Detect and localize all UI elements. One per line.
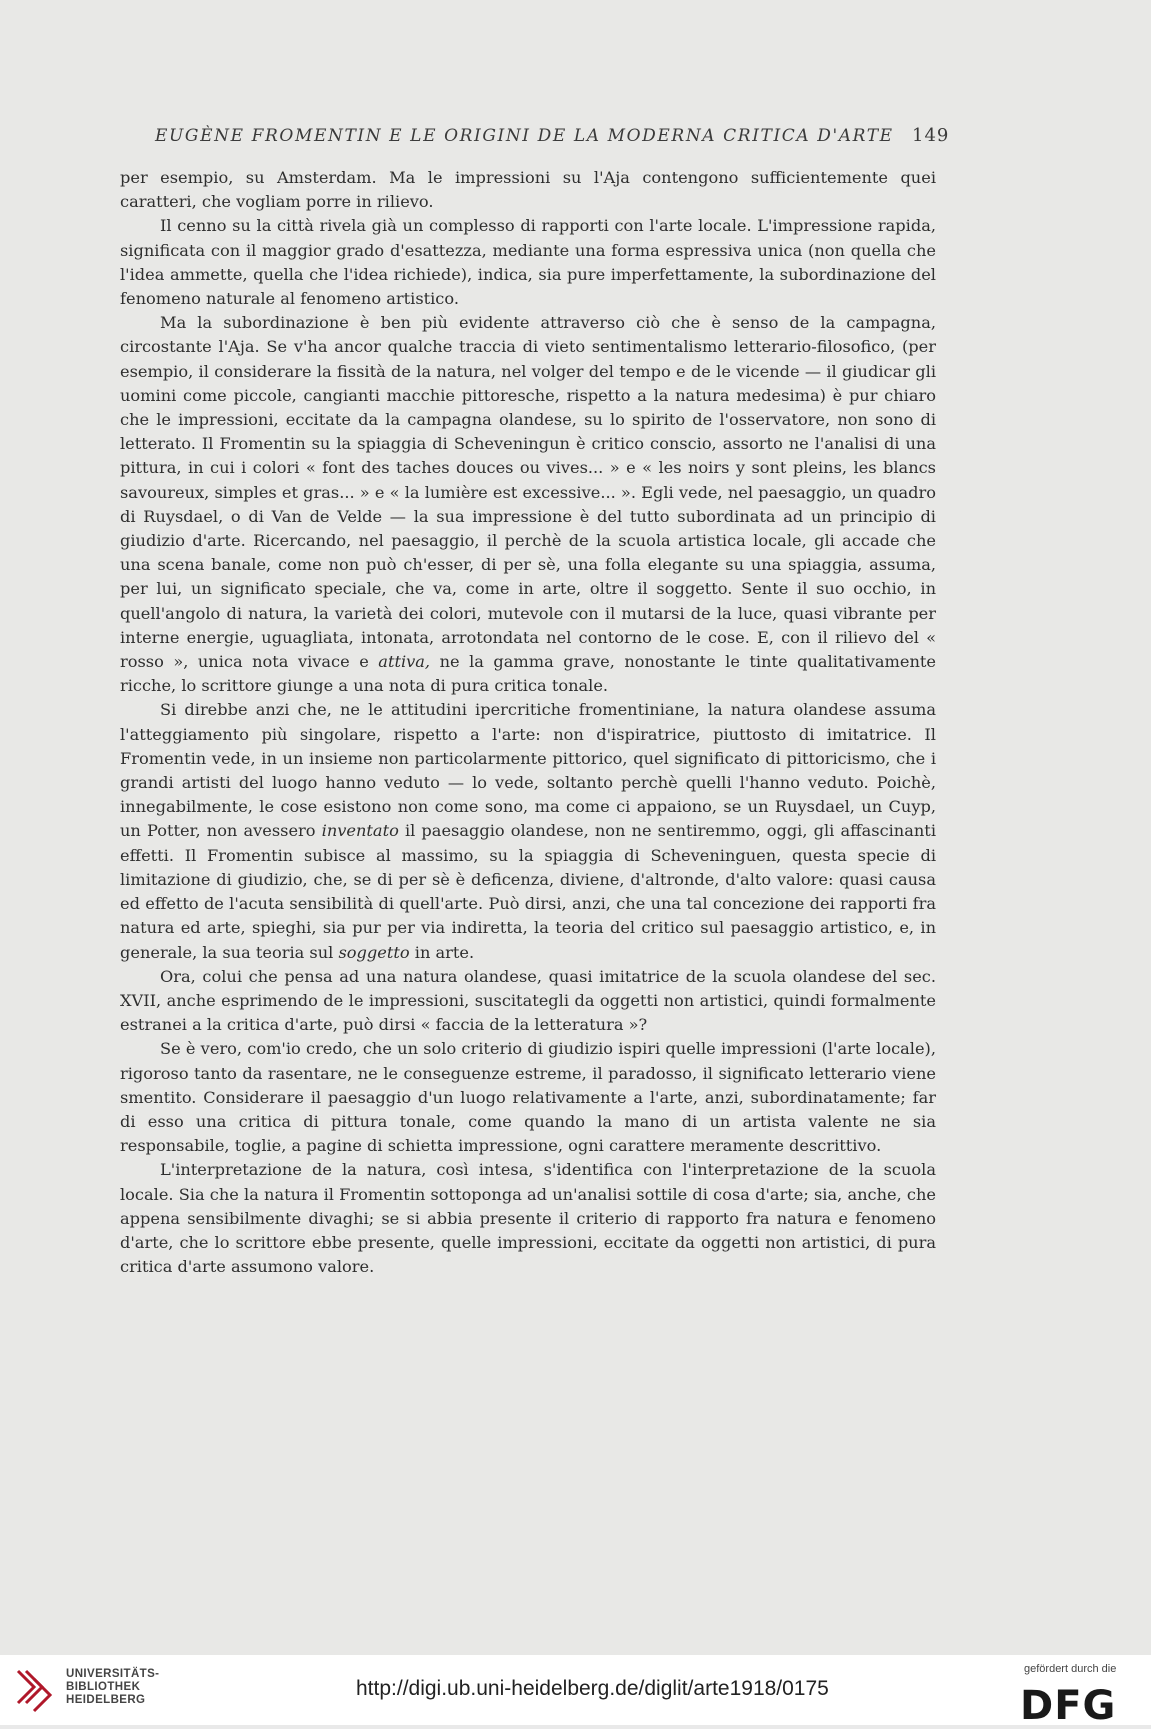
paragraph-4-text-c: in arte. (409, 942, 475, 962)
paragraph-4-text-a: Si direbbe anzi che, ne le attitudini ipercritiche fromentiniane, la natura olandese assuma l'atteggiamento più singolare, rispetto a l'arte: non d'ispiratrice, piuttosto di imitatrice. Il Fromentin vede, in un insieme non particolarmente pittorico, quel significato di pittoricismo, che i grandi artisti del luogo hanno veduto — lo vede, soltanto perchè quelli l'hanno veduto. Poichè, innegabilmente, le cose esistono non come sono, ma come ci appaiono, se un Ruysdael, un Cuyp, un Potter, non avessero (120, 700, 936, 841)
paragraph-6: Se è vero, com'io credo, che un solo criterio di giudizio ispiri quelle impressioni (l'arte locale), rigoroso tanto da rasentare, ne le conseguenze estreme, il paradosso, il significato letterario viene smentito. Considerare il paesaggio d'un luogo relativamente a l'arte, anzi, subordinatamente; far di esso una critica di pittura tonale, come quando la mano di un artista valente ne sia responsabile, toglie, a pagine di schietta impressione, ogni carattere meramente descrittivo. (120, 1039, 936, 1156)
paragraph-4-text-b: il paesaggio olandese, non ne sentiremmo, oggi, gli affascinanti effetti. Il Fromentin subisce al massimo, su la spiaggia di Scheveninguen, questa specie di limitazione di giudizio, che, se di per sè è deficenza, diviene, d'altronde, d'alto valore: quasi causa ed effetto de l'acuta sensibilità di quell'arte. Può dirsi, anzi, che una tal concezione dei rapporti fra natura ed arte, spieghi, sia pur per via indiretta, la teoria del critico sul paesaggio artistico, e, in generale, la sua teoria sul (120, 821, 936, 962)
emphasis-inventato: inventato (321, 821, 399, 841)
running-head (155, 126, 945, 146)
page-number: 149 (912, 125, 950, 146)
paragraph-4 (120, 698, 936, 964)
emphasis-soggetto: soggetto (338, 942, 410, 962)
library-line-1: UNIVERSITÄTS- (66, 1668, 160, 1680)
emphasis-attiva: attiva, (378, 652, 431, 672)
dfg-logo: DFG (1020, 1683, 1117, 1729)
paragraph-3-text-b: ne la gamma grave, nonostante le tinte qualitativamente ricche, lo scrittore giunge a una nota di pura critica tonale. (120, 652, 936, 696)
body-text (120, 166, 936, 1279)
paragraph-2: Il cenno su la città rivela già un complesso di rapporti con l'arte locale. L'impressione rapida, significata con il maggior grado d'esattezza, mediante una forma espressiva unica (non quella che l'idea ammette, quella che l'idea richiede), indica, sia pure imperfettamente, la subordinazione del fenomeno naturale al fenomeno artistico. (120, 216, 936, 309)
paragraph-1: per esempio, su Amsterdam. Ma le impressioni su l'Aja contengono sufficientemente quei caratteri, che vogliam porre in rilievo. (120, 168, 936, 212)
paragraph-3 (120, 311, 936, 698)
ub-heidelberg-logo-icon (14, 1665, 56, 1717)
library-line-2: BIBLIOTHEK (66, 1681, 141, 1693)
library-name (66, 1668, 159, 1707)
digitization-footer (0, 1655, 1151, 1729)
paragraph-3-text-a: Ma la subordinazione è ben più evidente attraverso ciò che è senso de la campagna, circostante l'Aja. Se v'ha ancor qualche traccia di vieto sentimentalismo letterario-filosofico, (per esempio, il considerare la fissità de la natura, nel volger del tempo e de le vicende — il giudicar gli uomini come piccole, cangianti macchie pittoresche, rispetto a la natura medesima) è pur chiaro che le impressioni, eccitate da la campagna olandese, su lo spirito de l'osservatore, non sono di letterato. Il Fromentin su la spiaggia di Scheveningun è critico conscio, assorto ne l'analisi di una pittura, in cui i colori « font des taches douces ou vives... » e « les noirs y sont pleins, les blancs savoureux, simples et gras... » e « la lumière est excessive... ». Egli vede, nel paesaggio, un quadro di Ruysdael, o di Van de Velde — la sua impressione è del tutto subordinata ad un principio di giudizio d'arte. Ricercando, nel paesaggio, il perchè de la scuola artistica locale, gli accade che una scena banale, come non può ch'esser, di per sè, una folla elegante su una spiaggia, assuma, per lui, un significato speciale, che va, come in arte, oltre il soggetto. Sente il suo occhio, in quell'angolo di natura, la varietà dei colori, mutevole con il mutarsi de la luce, quasi vibrante per interne energie, uguagliata, intonata, arrotondata nel contorno de le cose. E, con il rilievo del « rosso », unica nota vivace e (120, 313, 936, 672)
sponsor-label: gefördert durch die (1024, 1663, 1117, 1675)
paragraph-7: L'interpretazione de la natura, così intesa, s'identifica con l'interpretazione de la scuola locale. Sia che la natura il Fromentin sottoponga ad un'analisi sottile di cosa d'arte; sia, anche, che appena sensibilmente divaghi; se si abbia presente il criterio di rapporto fra natura e fenomeno d'arte, che lo scrittore ebbe presente, quelle impressioni, eccitate da oggetti non artistici, di pura critica d'arte assumono valore. (120, 1160, 936, 1277)
paragraph-5: Ora, colui che pensa ad una natura olandese, quasi imitatrice de la scuola olandese del sec. XVII, anche esprimendo de le impressioni, suscitategli da oggetti non artistici, quindi formalmente estranei a la critica d'arte, può dirsi « faccia de la letteratura »? (120, 966, 936, 1035)
library-line-3: HEIDELBERG (66, 1694, 146, 1706)
running-title: EUGÈNE FROMENTIN E LE ORIGINI DE LA MODERNA CRITICA D'ARTE (155, 126, 894, 146)
permalink-url[interactable]: http://digi.ub.uni-heidelberg.de/diglit/arte1918/0175 (356, 1677, 829, 1700)
